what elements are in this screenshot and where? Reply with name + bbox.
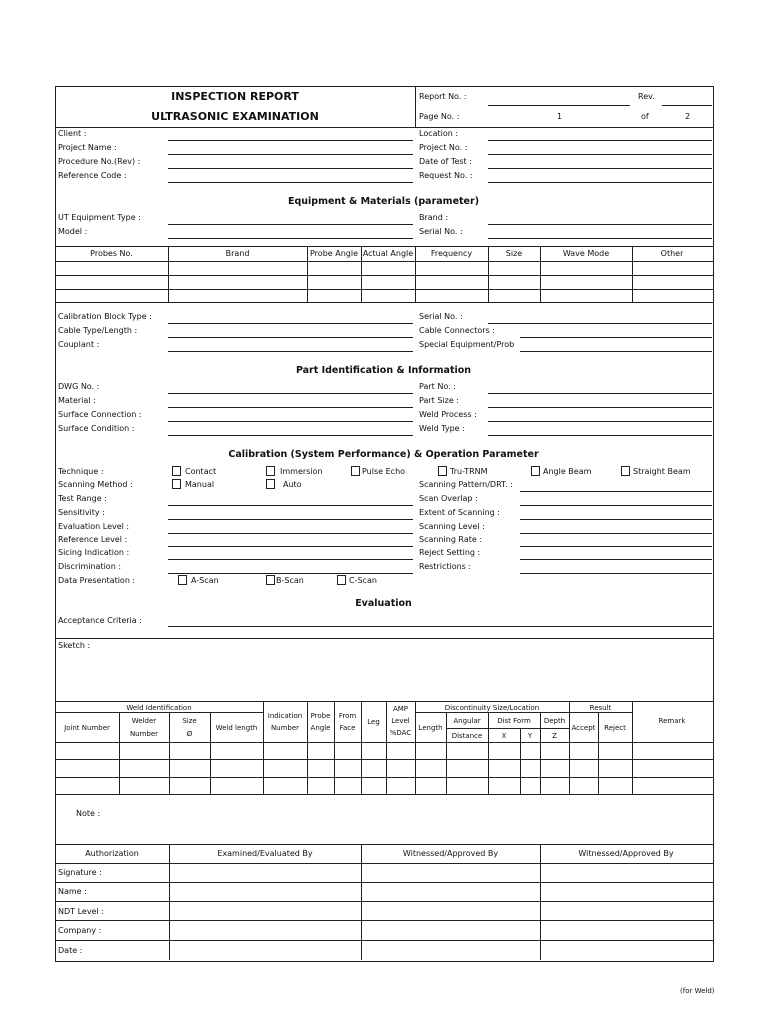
weld-process-label: Weld Process : [419,410,477,419]
from-header: From [338,712,357,720]
sketch-area[interactable] [56,652,712,701]
surface-condition-label: Surface Condition : [58,424,135,433]
report-no-label: Report No. : [419,92,467,101]
size-symbol: Ø [186,730,193,738]
scanning-auto-checkbox[interactable] [266,479,275,489]
a-scan-checkbox[interactable] [178,575,187,585]
project-no-label: Project No. : [419,143,468,152]
evaluation-level-label: Evaluation Level : [58,522,130,531]
actual-angle-header: Actual Angle [362,249,414,258]
special-equipment-label: Special Equipment/Prob [419,340,515,349]
procedure-no-field[interactable] [168,168,413,169]
serial-no-field[interactable] [488,238,712,239]
scanning-rate-label: Scanning Rate : [419,535,483,544]
sensitivity-field[interactable] [168,519,413,520]
discontinuity-header: Discontinuity Size/Location [444,704,540,712]
scan-overlap-label: Scan Overlap : [419,494,478,503]
note-label: Note : [76,809,101,818]
discrimination-label: Discrimination : [58,562,122,571]
authorization-header: Authorization [85,849,139,858]
amp-dac-header: %DAC [389,729,412,737]
model-label: Model : [58,227,88,236]
technique-pulse-echo-checkbox[interactable] [351,466,360,476]
brand-label: Brand : [419,213,449,222]
serial-no-2-field[interactable] [488,323,712,324]
data-presentation-label: Data Presentation : [58,576,136,585]
welder-header: Welder [131,717,157,725]
part-size-field[interactable] [488,407,712,408]
technique-angle-beam-checkbox[interactable] [531,466,540,476]
report-title: INSPECTION REPORT [171,90,299,103]
reference-level-field[interactable] [168,546,413,547]
cable-type-field[interactable] [168,337,413,338]
amp-header: AMP [392,705,409,713]
serial-no-2-label: Serial No. : [419,312,463,321]
b-scan-label: B-Scan [276,576,304,585]
dwg-no-label: DWG No. : [58,382,100,391]
couplant-label: Couplant : [58,340,100,349]
divider [55,127,713,128]
dist-form-header: Dist Form [497,717,531,725]
acceptance-criteria-label: Acceptance Criteria : [58,616,142,625]
couplant-field[interactable] [168,351,413,352]
extent-of-scanning-label: Extent of Scanning : [419,508,500,517]
depth-header: Depth [543,717,566,725]
scanning-level-label: Scanning Level : [419,522,485,531]
scanning-level-field[interactable] [520,533,712,534]
client-label: Client : [58,129,87,138]
part-size-label: Part Size : [419,396,459,405]
scanning-rate-field[interactable] [520,546,712,547]
technique-pulse-echo-label: Pulse Echo [362,467,406,476]
brand-field[interactable] [488,224,712,225]
examined-by-header: Examined/Evaluated By [217,849,313,858]
scanning-auto-label: Auto [283,480,302,489]
size-header: Size [505,249,523,258]
location-label: Location : [419,129,459,138]
restrictions-field[interactable] [520,573,712,574]
reference-code-field[interactable] [168,182,413,183]
discrimination-field[interactable] [168,573,413,574]
special-equipment-field[interactable] [520,351,712,352]
calibration-block-type-label: Calibration Block Type : [58,312,152,321]
technique-contact-label: Contact [185,467,217,476]
request-no-label: Request No. : [419,171,473,180]
note-area[interactable] [110,800,710,840]
scanning-manual-label: Manual [185,480,215,489]
technique-tru-trnm-checkbox[interactable] [438,466,447,476]
location-field[interactable] [488,140,712,141]
b-scan-checkbox[interactable] [266,575,275,585]
technique-angle-beam-label: Angle Beam [543,467,592,476]
reject-header: Reject [604,724,626,732]
accept-header: Accept [571,724,596,732]
rev-label: Rev. [638,92,655,101]
date-of-test-field[interactable] [488,168,712,169]
technique-label: Technique : [58,467,104,476]
frequency-header: Frequency [430,249,473,258]
page-of: of [641,112,649,121]
surface-condition-field[interactable] [168,435,413,436]
project-name-label: Project Name : [58,143,117,152]
ut-equipment-type-field[interactable] [168,224,413,225]
model-field[interactable] [168,238,413,239]
page-current: 1 [557,112,563,121]
restrictions-label: Restrictions : [419,562,472,571]
cable-type-label: Cable Type/Length : [58,326,138,335]
sicing-indication-label: Sicing Indication : [58,548,130,557]
x-header: X [501,732,507,740]
scan-overlap-field[interactable] [520,505,712,506]
report-no-field[interactable] [488,105,630,106]
serial-no-label: Serial No. : [419,227,463,236]
z-header: Z [552,732,557,740]
cable-connectors-field[interactable] [520,337,712,338]
technique-immersion-label: Immersion [280,467,323,476]
material-label: Material : [58,396,96,405]
reject-setting-label: Reject Setting : [419,548,481,557]
name-label: Name : [58,887,87,896]
reference-level-label: Reference Level : [58,535,128,544]
reference-code-label: Reference Code : [58,171,127,180]
weld-type-field[interactable] [488,435,712,436]
indication-number-header: Number [270,724,300,732]
technique-straight-beam-label: Straight Beam [633,467,691,476]
report-subtitle: ULTRASONIC EXAMINATION [151,110,319,123]
technique-straight-beam-checkbox[interactable] [621,466,630,476]
company-label: Company : [58,926,102,935]
technique-tru-trnm-label: Tru-TRNM [450,467,488,476]
scanning-pattern-field[interactable] [520,491,712,492]
a-scan-label: A-Scan [191,576,219,585]
part-no-field[interactable] [488,393,712,394]
sketch-label: Sketch : [58,641,91,650]
calibration-section-title: Calibration (System Performance) & Operation Parameter [228,449,539,460]
evaluation-level-field[interactable] [168,533,413,534]
ndt-level-label: NDT Level : [58,907,104,916]
page-no-label: Page No. : [419,112,460,121]
joint-number-header: Joint Number [64,724,110,732]
sensitivity-label: Sensitivity : [58,508,105,517]
remark-header: Remark [658,717,686,725]
footer-note: (for Weld) [680,987,715,995]
surface-connection-label: Surface Connection : [58,410,142,419]
sicing-indication-field[interactable] [168,559,413,560]
technique-contact-checkbox[interactable] [172,466,181,476]
probes-no-header: Probes No. [90,249,133,258]
technique-immersion-checkbox[interactable] [266,466,275,476]
page-total: 2 [685,112,691,121]
date-of-test-label: Date of Test : [419,157,472,166]
amp-level-header: Level [391,717,410,725]
scanning-manual-checkbox[interactable] [172,479,181,489]
request-no-field[interactable] [488,182,712,183]
probe-brand-header: Brand [225,249,250,258]
weld-type-label: Weld Type : [419,424,465,433]
signature-label: Signature : [58,868,102,877]
angular-header: Angular [453,717,481,725]
dwg-no-field[interactable] [168,393,413,394]
acceptance-criteria-field[interactable] [168,626,712,627]
cable-connectors-label: Cable Connectors : [419,326,495,335]
evaluation-section-title: Evaluation [355,598,412,609]
weld-process-field[interactable] [488,421,712,422]
material-field[interactable] [168,407,413,408]
c-scan-checkbox[interactable] [337,575,346,585]
from-face-header: Face [339,724,356,732]
probe-header: Probe [310,712,331,720]
wave-mode-header: Wave Mode [562,249,610,258]
part-section-title: Part Identification & Information [295,365,472,376]
procedure-no-label: Procedure No.(Rev) : [58,157,141,166]
test-range-field[interactable] [168,505,413,506]
reject-setting-field[interactable] [520,559,712,560]
test-range-label: Test Range : [58,494,107,503]
project-name-field[interactable] [168,154,413,155]
project-no-field[interactable] [488,154,712,155]
result-header: Result [589,704,612,712]
ut-equipment-type-label: UT Equipment Type : [58,213,141,222]
welder-number-header: Number [129,730,159,738]
c-scan-label: C-Scan [349,576,377,585]
extent-of-scanning-field[interactable] [520,519,712,520]
surface-connection-field[interactable] [168,421,413,422]
divider [55,638,713,639]
indication-header: Indication [267,712,303,720]
length-header: Length [418,724,443,732]
angular-distance-header: Distance [451,732,483,740]
scanning-pattern-label: Scanning Pattern/DRT. : [419,480,513,489]
other-header: Other [660,249,684,258]
witnessed-by-header-1: Witnessed/Approved By [402,849,499,858]
client-field[interactable] [168,140,413,141]
leg-header: Leg [367,718,380,726]
y-header: Y [527,732,533,740]
weld-length-header: Weld length [215,724,258,732]
calibration-block-type-field[interactable] [168,323,413,324]
date-label: Date : [58,946,83,955]
probe-angle-header: Probe Angle [310,249,358,258]
equipment-section-title: Equipment & Materials (parameter) [287,196,480,207]
witnessed-by-header-2: Witnessed/Approved By [578,849,674,858]
weld-identification-header: Weld Identification [126,704,192,712]
size-header: Size [182,717,197,725]
divider [415,86,416,127]
scanning-method-label: Scanning Method : [58,480,133,489]
rev-field[interactable] [662,105,712,106]
probe-angle-header: Angle [310,724,331,732]
part-no-label: Part No. : [419,382,456,391]
